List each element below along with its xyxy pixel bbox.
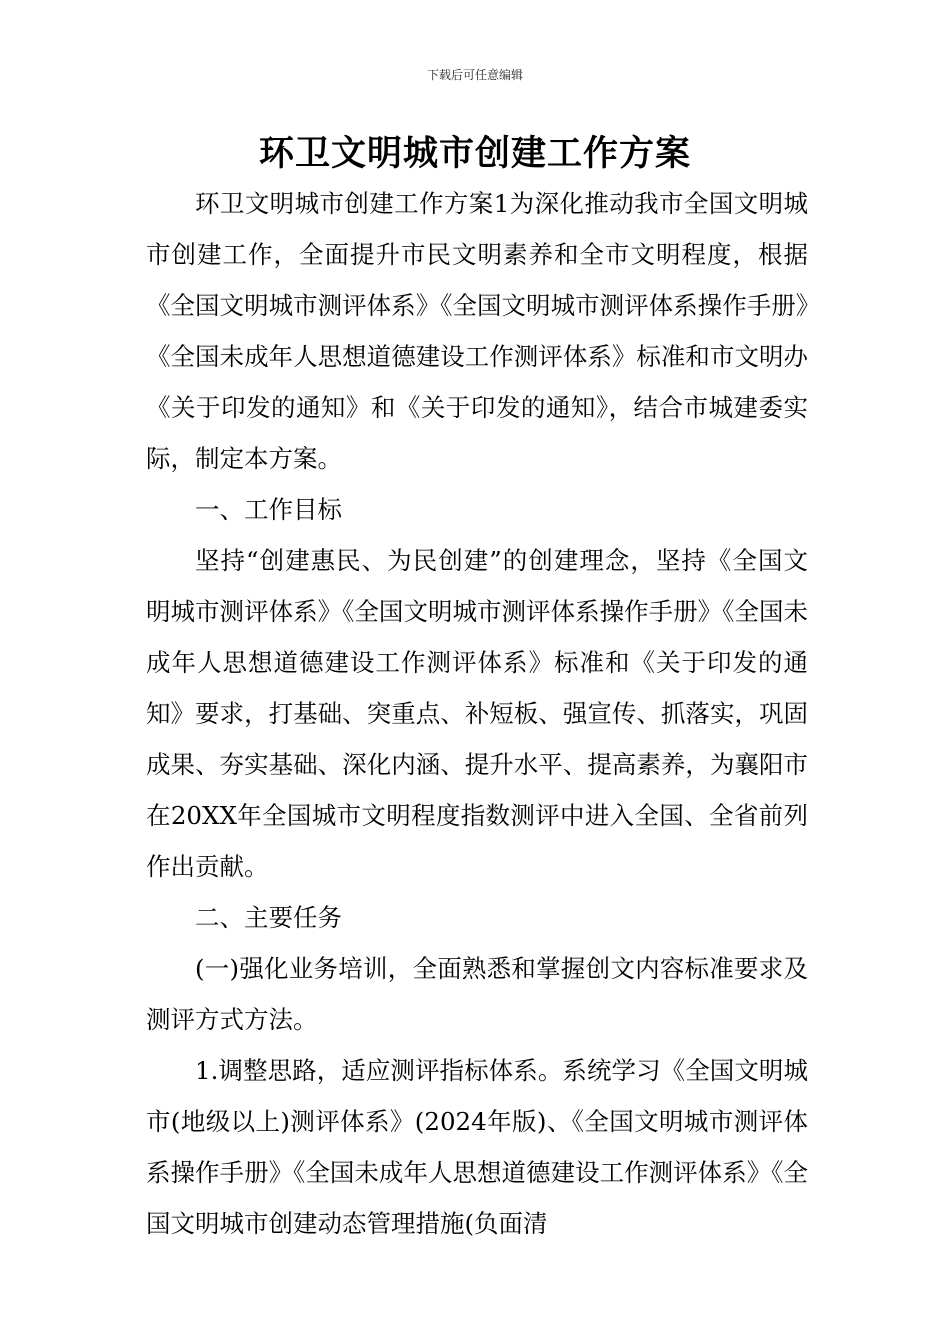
subheading-training: (一)强化业务培训，全面熟悉和掌握创文内容标准要求及测评方式方法。 (146, 954, 808, 1034)
paragraph-intro: 环卫文明城市创建工作方案1为深化推动我市全国文明城市创建工作，全面提升市民文明素养和全市文明程度，根据《全国文明城市测评体系》《全国文明城市测评体系操作手册》《全国未成年人思想道德建设工作测评体系》标准和市文明办《关于印发的通知》和《关于印发的通知》，结合市城建委实际，制定本方案。 (146, 189, 808, 473)
header-note: 下载后可任意编辑 (426, 68, 523, 82)
document-title: 环卫文明城市创建工作方案 (258, 134, 691, 174)
paragraph-item-1: 1.调整思路，适应测评指标体系。系统学习《全国文明城市(地级以上)测评体系》(2024年版)、《全国文明城市测评体系操作手册》《全国未成年人思想道德建设工作测评体系》《全国文明城市创建动态管理措施(负面清 (146, 1056, 808, 1238)
document-body (146, 178, 808, 1249)
section-heading-goals: 一、工作目标 (195, 495, 342, 524)
section-heading-tasks: 二、主要任务 (195, 903, 342, 932)
paragraph-goals: 坚持“创建惠民、为民创建”的创建理念，坚持《全国文明城市测评体系》《全国文明城市测评体系操作手册》《全国未成年人思想道德建设工作测评体系》标准和《关于印发的通知》要求，打基础、突重点、补短板、强宣传、抓落实，巩固成果、夯实基础、深化内涵、提升水平、提高素养，为襄阳市在20XX年全国城市文明程度指数测评中进入全国、全省前列作出贡献。 (146, 546, 808, 881)
